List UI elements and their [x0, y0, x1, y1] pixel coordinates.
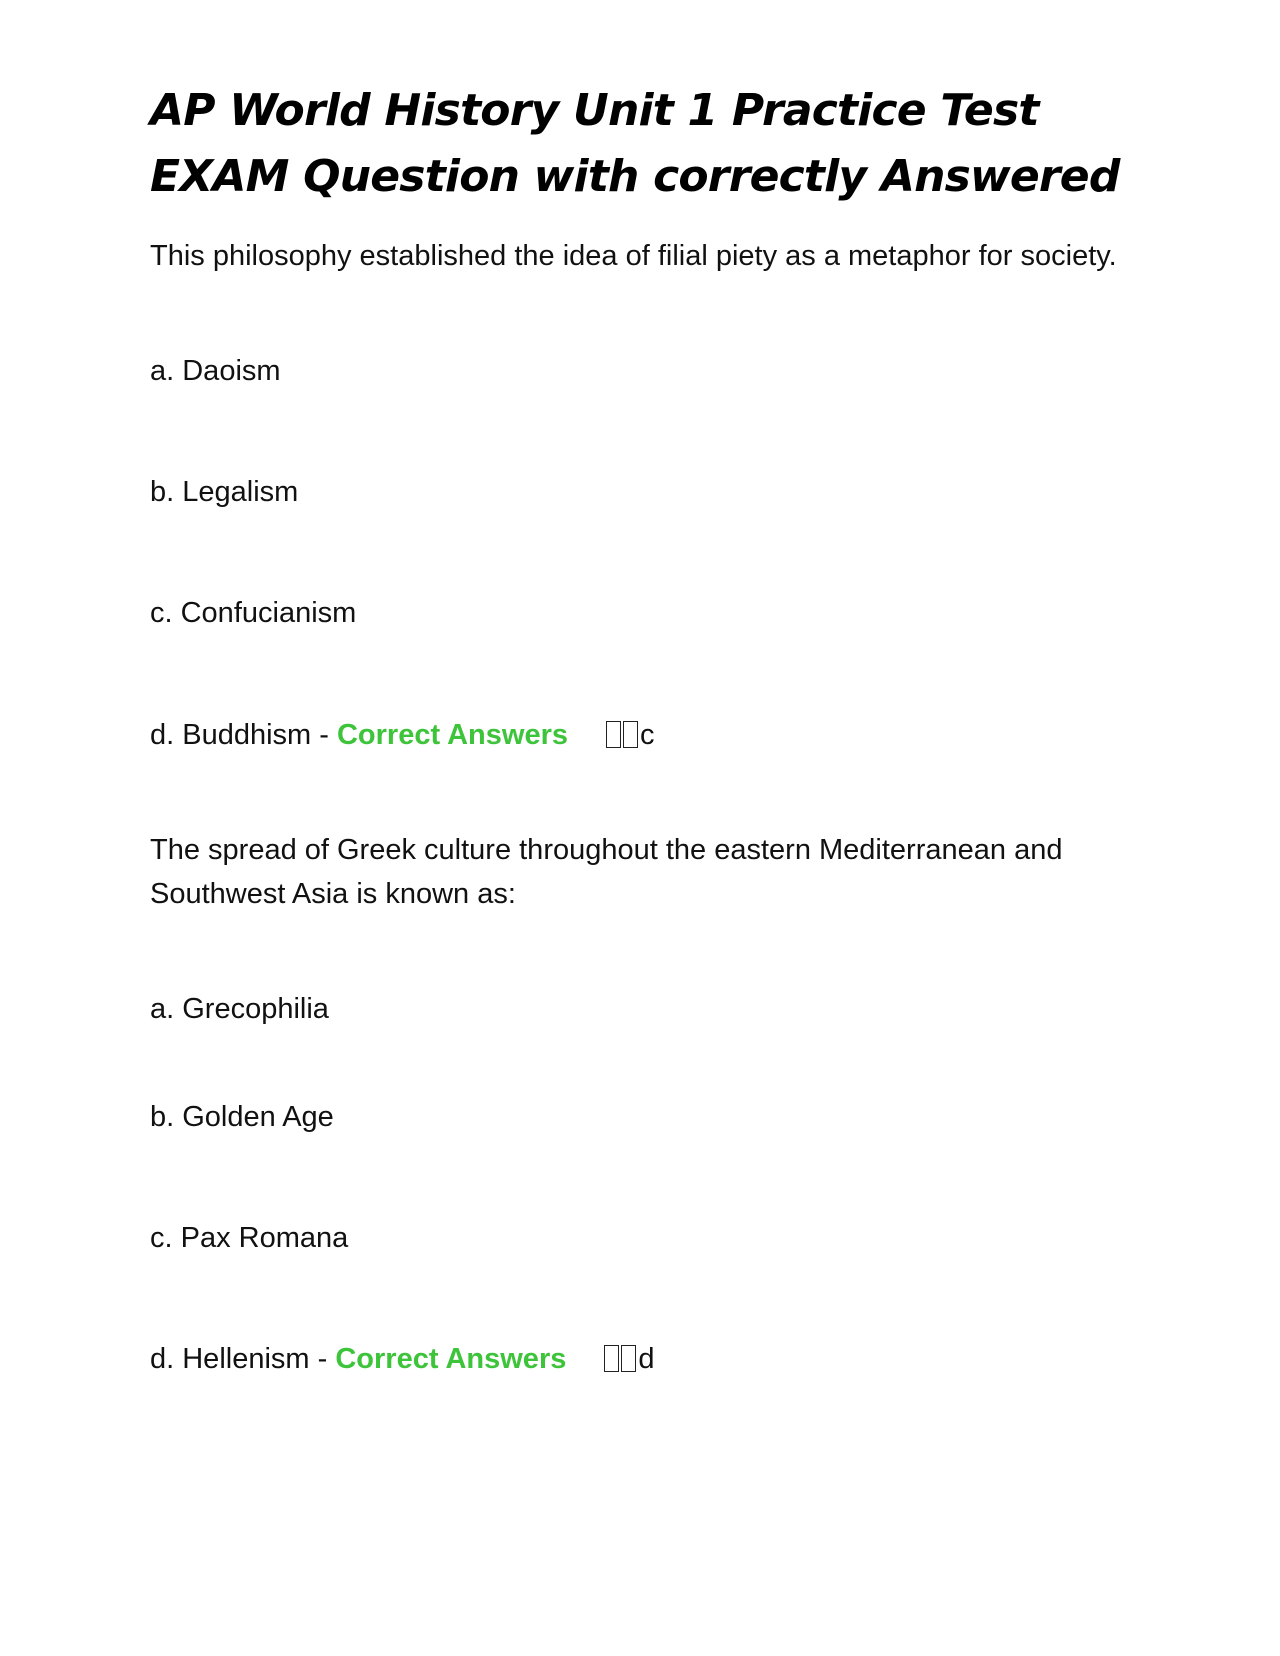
document-content	[150, 78, 1140, 1381]
missing-glyph-box-icon	[623, 721, 638, 748]
question-1-option-d-row	[150, 713, 1140, 757]
question-2-option-b: b. Golden Age	[150, 1101, 334, 1133]
question-1-option-c: c. Confucianism	[150, 597, 357, 629]
title-line-2: EXAM Question with correctly Answered	[150, 151, 1120, 202]
question-1-option-b: b. Legalism	[150, 476, 299, 508]
question-1-prompt: This philosophy established the idea of filial piety as a metaphor for society.	[150, 240, 1117, 272]
question-1-option-a: a. Daoism	[150, 355, 281, 387]
question-2-correct-answers-label: Correct Answers	[335, 1343, 567, 1375]
missing-glyph-box-icon	[606, 721, 621, 748]
question-1-option-d: d. Buddhism -	[150, 719, 329, 751]
question-2-option-a: a. Grecophilia	[150, 993, 329, 1025]
question-2-option-d-row	[150, 1337, 1140, 1381]
missing-glyph-box-icon	[604, 1345, 619, 1372]
question-1-answer-key: c	[640, 719, 655, 751]
page-title	[150, 78, 1140, 210]
question-2-prompt: The spread of Greek culture throughout the eastern Mediterranean and Southwest Asia is known as:	[150, 834, 1063, 910]
question-1-correct-answers-label: Correct Answers	[336, 719, 568, 751]
question-2-option-c: c. Pax Romana	[150, 1222, 349, 1254]
title-line-1: AP World History Unit 1 Practice Test	[150, 85, 1039, 136]
question-2-option-d: d. Hellenism -	[150, 1343, 328, 1375]
missing-glyph-box-icon	[621, 1345, 636, 1372]
question-2-answer-key: d	[638, 1343, 655, 1375]
